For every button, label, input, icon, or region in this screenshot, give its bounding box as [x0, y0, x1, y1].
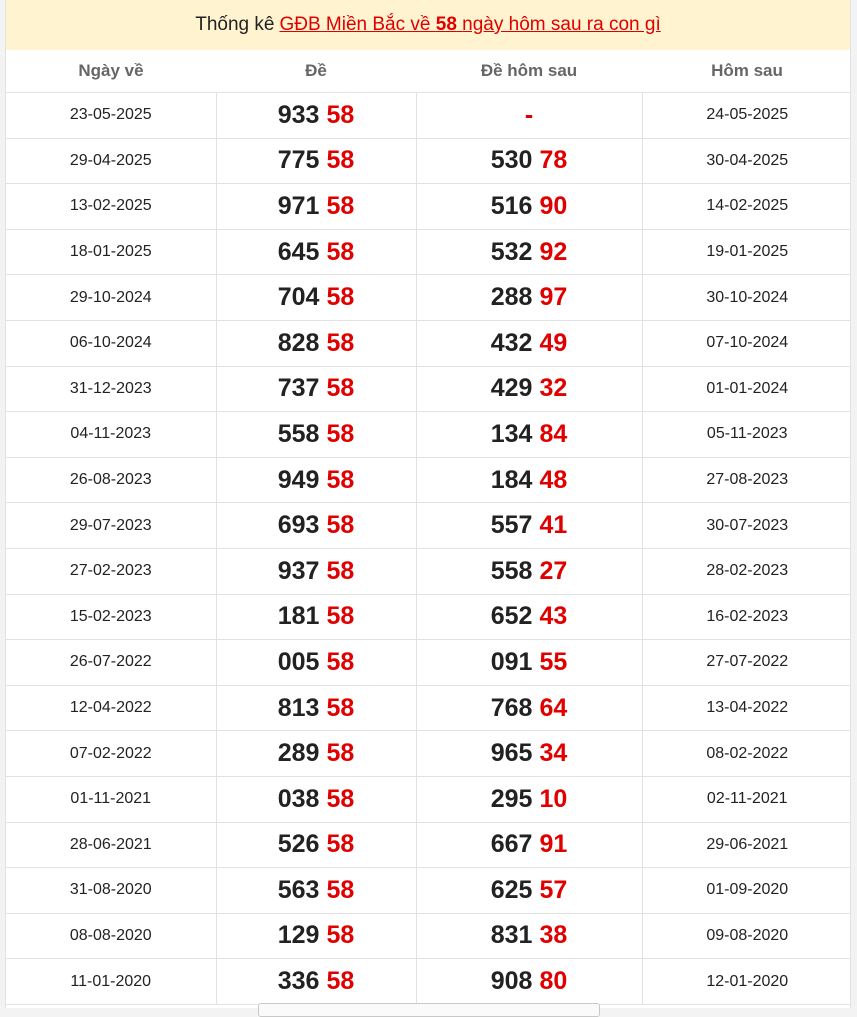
next-date-cell: 29-06-2021 [642, 822, 851, 868]
de-tail: 58 [326, 875, 355, 904]
next-de-cell [416, 913, 642, 959]
next-date-cell: 12-01-2020 [642, 959, 851, 1005]
de-tail: 58 [326, 374, 355, 403]
de-cell [216, 412, 416, 458]
de-cell [216, 868, 416, 914]
next-head: 831 [490, 921, 533, 950]
next-head: 432 [490, 328, 533, 357]
title-number: 58 [435, 14, 457, 35]
title-link[interactable] [279, 14, 660, 36]
next-date-cell: 19-01-2025 [642, 229, 851, 275]
de-head: 937 [277, 556, 320, 585]
next-date-cell: 01-01-2024 [642, 366, 851, 412]
next-de-cell [416, 503, 642, 549]
table-row [6, 503, 851, 549]
de-cell [216, 731, 416, 777]
next-tail: 49 [539, 328, 568, 357]
de-cell [216, 594, 416, 640]
next-tail: 97 [539, 283, 568, 312]
de-cell [216, 93, 416, 139]
de-tail: 58 [326, 693, 355, 722]
date-cell: 13-02-2025 [6, 184, 216, 230]
table-row [6, 184, 851, 230]
next-head: 134 [490, 419, 533, 448]
next-date-cell: 16-02-2023 [642, 594, 851, 640]
next-head: 908 [490, 967, 533, 996]
table-row [6, 594, 851, 640]
de-tail: 58 [326, 465, 355, 494]
next-date-cell: 30-10-2024 [642, 275, 851, 321]
next-head: 429 [490, 374, 533, 403]
next-de-cell [416, 229, 642, 275]
date-cell: 23-05-2025 [6, 93, 216, 139]
de-head: 289 [277, 739, 320, 768]
date-cell: 12-04-2022 [6, 685, 216, 731]
date-cell: 18-01-2025 [6, 229, 216, 275]
de-tail: 58 [326, 739, 355, 768]
next-de-cell [416, 640, 642, 686]
next-date-cell: 13-04-2022 [642, 685, 851, 731]
table-row [6, 731, 851, 777]
de-cell [216, 457, 416, 503]
date-cell: 29-04-2025 [6, 138, 216, 184]
next-tail: 34 [539, 739, 568, 768]
table-row [6, 776, 851, 822]
de-tail: 58 [326, 511, 355, 540]
de-tail: 58 [326, 602, 355, 631]
table-header-row [6, 50, 851, 93]
next-de-cell [416, 685, 642, 731]
de-head: 038 [277, 784, 320, 813]
de-head: 775 [277, 146, 320, 175]
page-title [6, 0, 850, 50]
next-date-cell: 01-09-2020 [642, 868, 851, 914]
de-head: 828 [277, 328, 320, 357]
next-de-cell [416, 548, 642, 594]
next-tail: 32 [539, 374, 568, 403]
next-tail: 90 [539, 191, 568, 220]
next-de-cell [416, 184, 642, 230]
next-tail: 10 [539, 784, 568, 813]
date-cell: 29-07-2023 [6, 503, 216, 549]
table-row [6, 138, 851, 184]
next-date-cell: 27-08-2023 [642, 457, 851, 503]
de-tail: 58 [326, 146, 355, 175]
next-de-cell [416, 731, 642, 777]
date-cell: 26-07-2022 [6, 640, 216, 686]
de-head: 526 [277, 830, 320, 859]
de-head: 693 [277, 511, 320, 540]
table-row [6, 913, 851, 959]
de-tail: 58 [326, 328, 355, 357]
de-head: 129 [277, 921, 320, 950]
table-row [6, 93, 851, 139]
title-link-after: ngày hôm sau ra con gì [462, 14, 661, 35]
date-cell: 29-10-2024 [6, 275, 216, 321]
next-head: 295 [490, 784, 533, 813]
stats-table [6, 50, 851, 1005]
header-ngay-ve: Ngày về [6, 50, 216, 93]
next-tail: 80 [539, 967, 568, 996]
next-tail: 64 [539, 693, 568, 722]
de-cell [216, 138, 416, 184]
date-cell: 01-11-2021 [6, 776, 216, 822]
de-cell [216, 913, 416, 959]
table-row [6, 548, 851, 594]
next-de-cell [416, 959, 642, 1005]
next-head: 557 [490, 511, 533, 540]
de-cell [216, 366, 416, 412]
date-cell: 27-02-2023 [6, 548, 216, 594]
next-head: 516 [490, 191, 533, 220]
next-head: 768 [490, 693, 533, 722]
title-prefix: Thống kê [195, 14, 275, 35]
de-tail: 58 [326, 921, 355, 950]
table-row [6, 685, 851, 731]
table-row [6, 320, 851, 366]
next-tail: 78 [539, 146, 568, 175]
next-de-cell [416, 822, 642, 868]
next-de-cell [416, 138, 642, 184]
de-tail: 58 [326, 830, 355, 859]
next-de-cell [416, 594, 642, 640]
next-date-cell: 09-08-2020 [642, 913, 851, 959]
de-head: 704 [277, 283, 320, 312]
table-body [6, 93, 851, 1005]
next-tail: 57 [539, 875, 568, 904]
de-tail: 58 [326, 647, 355, 676]
next-date-cell: 14-02-2025 [642, 184, 851, 230]
next-de-cell [416, 320, 642, 366]
de-cell [216, 275, 416, 321]
de-cell [216, 184, 416, 230]
de-head: 563 [277, 875, 320, 904]
date-cell: 26-08-2023 [6, 457, 216, 503]
next-tail: 38 [539, 921, 568, 950]
de-cell [216, 548, 416, 594]
table-row [6, 640, 851, 686]
next-head: 288 [490, 283, 533, 312]
next-head: 558 [490, 556, 533, 585]
next-de-cell [416, 93, 642, 139]
next-tail: 43 [539, 602, 568, 631]
next-head: 184 [490, 465, 533, 494]
de-tail: 58 [326, 100, 355, 129]
de-cell [216, 320, 416, 366]
next-head: 091 [490, 647, 533, 676]
next-date-cell: 02-11-2021 [642, 776, 851, 822]
next-de-cell [416, 412, 642, 458]
next-head: 667 [490, 830, 533, 859]
next-date-cell: 28-02-2023 [642, 548, 851, 594]
de-cell [216, 776, 416, 822]
table-row [6, 366, 851, 412]
next-tail: - [524, 100, 534, 129]
de-head: 813 [277, 693, 320, 722]
next-tail: 84 [539, 419, 568, 448]
de-head: 336 [277, 967, 320, 996]
de-head: 949 [277, 465, 320, 494]
next-head: 532 [490, 237, 533, 266]
next-date-cell: 24-05-2025 [642, 93, 851, 139]
de-cell [216, 503, 416, 549]
next-date-cell: 27-07-2022 [642, 640, 851, 686]
de-head: 005 [277, 647, 320, 676]
next-head: 625 [490, 875, 533, 904]
de-head: 737 [277, 374, 320, 403]
next-tail: 27 [539, 556, 568, 585]
horizontal-scrollbar[interactable] [258, 1003, 600, 1017]
de-head: 645 [277, 237, 320, 266]
de-tail: 58 [326, 283, 355, 312]
de-head: 181 [277, 602, 320, 631]
date-cell: 15-02-2023 [6, 594, 216, 640]
next-head: 530 [490, 146, 533, 175]
de-tail: 58 [326, 556, 355, 585]
date-cell: 31-12-2023 [6, 366, 216, 412]
next-date-cell: 07-10-2024 [642, 320, 851, 366]
next-tail: 91 [539, 830, 568, 859]
next-tail: 48 [539, 465, 568, 494]
date-cell: 06-10-2024 [6, 320, 216, 366]
date-cell: 08-08-2020 [6, 913, 216, 959]
table-row [6, 868, 851, 914]
next-de-cell [416, 457, 642, 503]
de-head: 971 [277, 191, 320, 220]
next-date-cell: 30-07-2023 [642, 503, 851, 549]
date-cell: 07-02-2022 [6, 731, 216, 777]
stats-panel [5, 0, 851, 1008]
date-cell: 11-01-2020 [6, 959, 216, 1005]
date-cell: 04-11-2023 [6, 412, 216, 458]
de-tail: 58 [326, 191, 355, 220]
de-cell [216, 822, 416, 868]
table-row [6, 959, 851, 1005]
next-date-cell: 05-11-2023 [642, 412, 851, 458]
de-tail: 58 [326, 237, 355, 266]
table-row [6, 822, 851, 868]
de-cell [216, 959, 416, 1005]
date-cell: 28-06-2021 [6, 822, 216, 868]
next-de-cell [416, 776, 642, 822]
header-hom-sau: Hôm sau [642, 50, 851, 93]
header-de: Đề [216, 50, 416, 93]
de-tail: 58 [326, 419, 355, 448]
table-row [6, 229, 851, 275]
next-date-cell: 30-04-2025 [642, 138, 851, 184]
next-de-cell [416, 275, 642, 321]
date-cell: 31-08-2020 [6, 868, 216, 914]
next-date-cell: 08-02-2022 [642, 731, 851, 777]
title-link-before: GĐB Miền Bắc về [279, 14, 431, 35]
next-tail: 55 [539, 647, 568, 676]
de-cell [216, 685, 416, 731]
de-cell [216, 640, 416, 686]
table-row [6, 275, 851, 321]
de-cell [216, 229, 416, 275]
next-de-cell [416, 366, 642, 412]
header-de-hom-sau: Đề hôm sau [416, 50, 642, 93]
next-head: 652 [490, 602, 533, 631]
next-tail: 92 [539, 237, 568, 266]
next-tail: 41 [539, 511, 568, 540]
next-de-cell [416, 868, 642, 914]
table-row [6, 412, 851, 458]
table-row [6, 457, 851, 503]
de-head: 558 [277, 419, 320, 448]
de-tail: 58 [326, 967, 355, 996]
next-head: 965 [490, 739, 533, 768]
de-tail: 58 [326, 784, 355, 813]
de-head: 933 [277, 100, 320, 129]
